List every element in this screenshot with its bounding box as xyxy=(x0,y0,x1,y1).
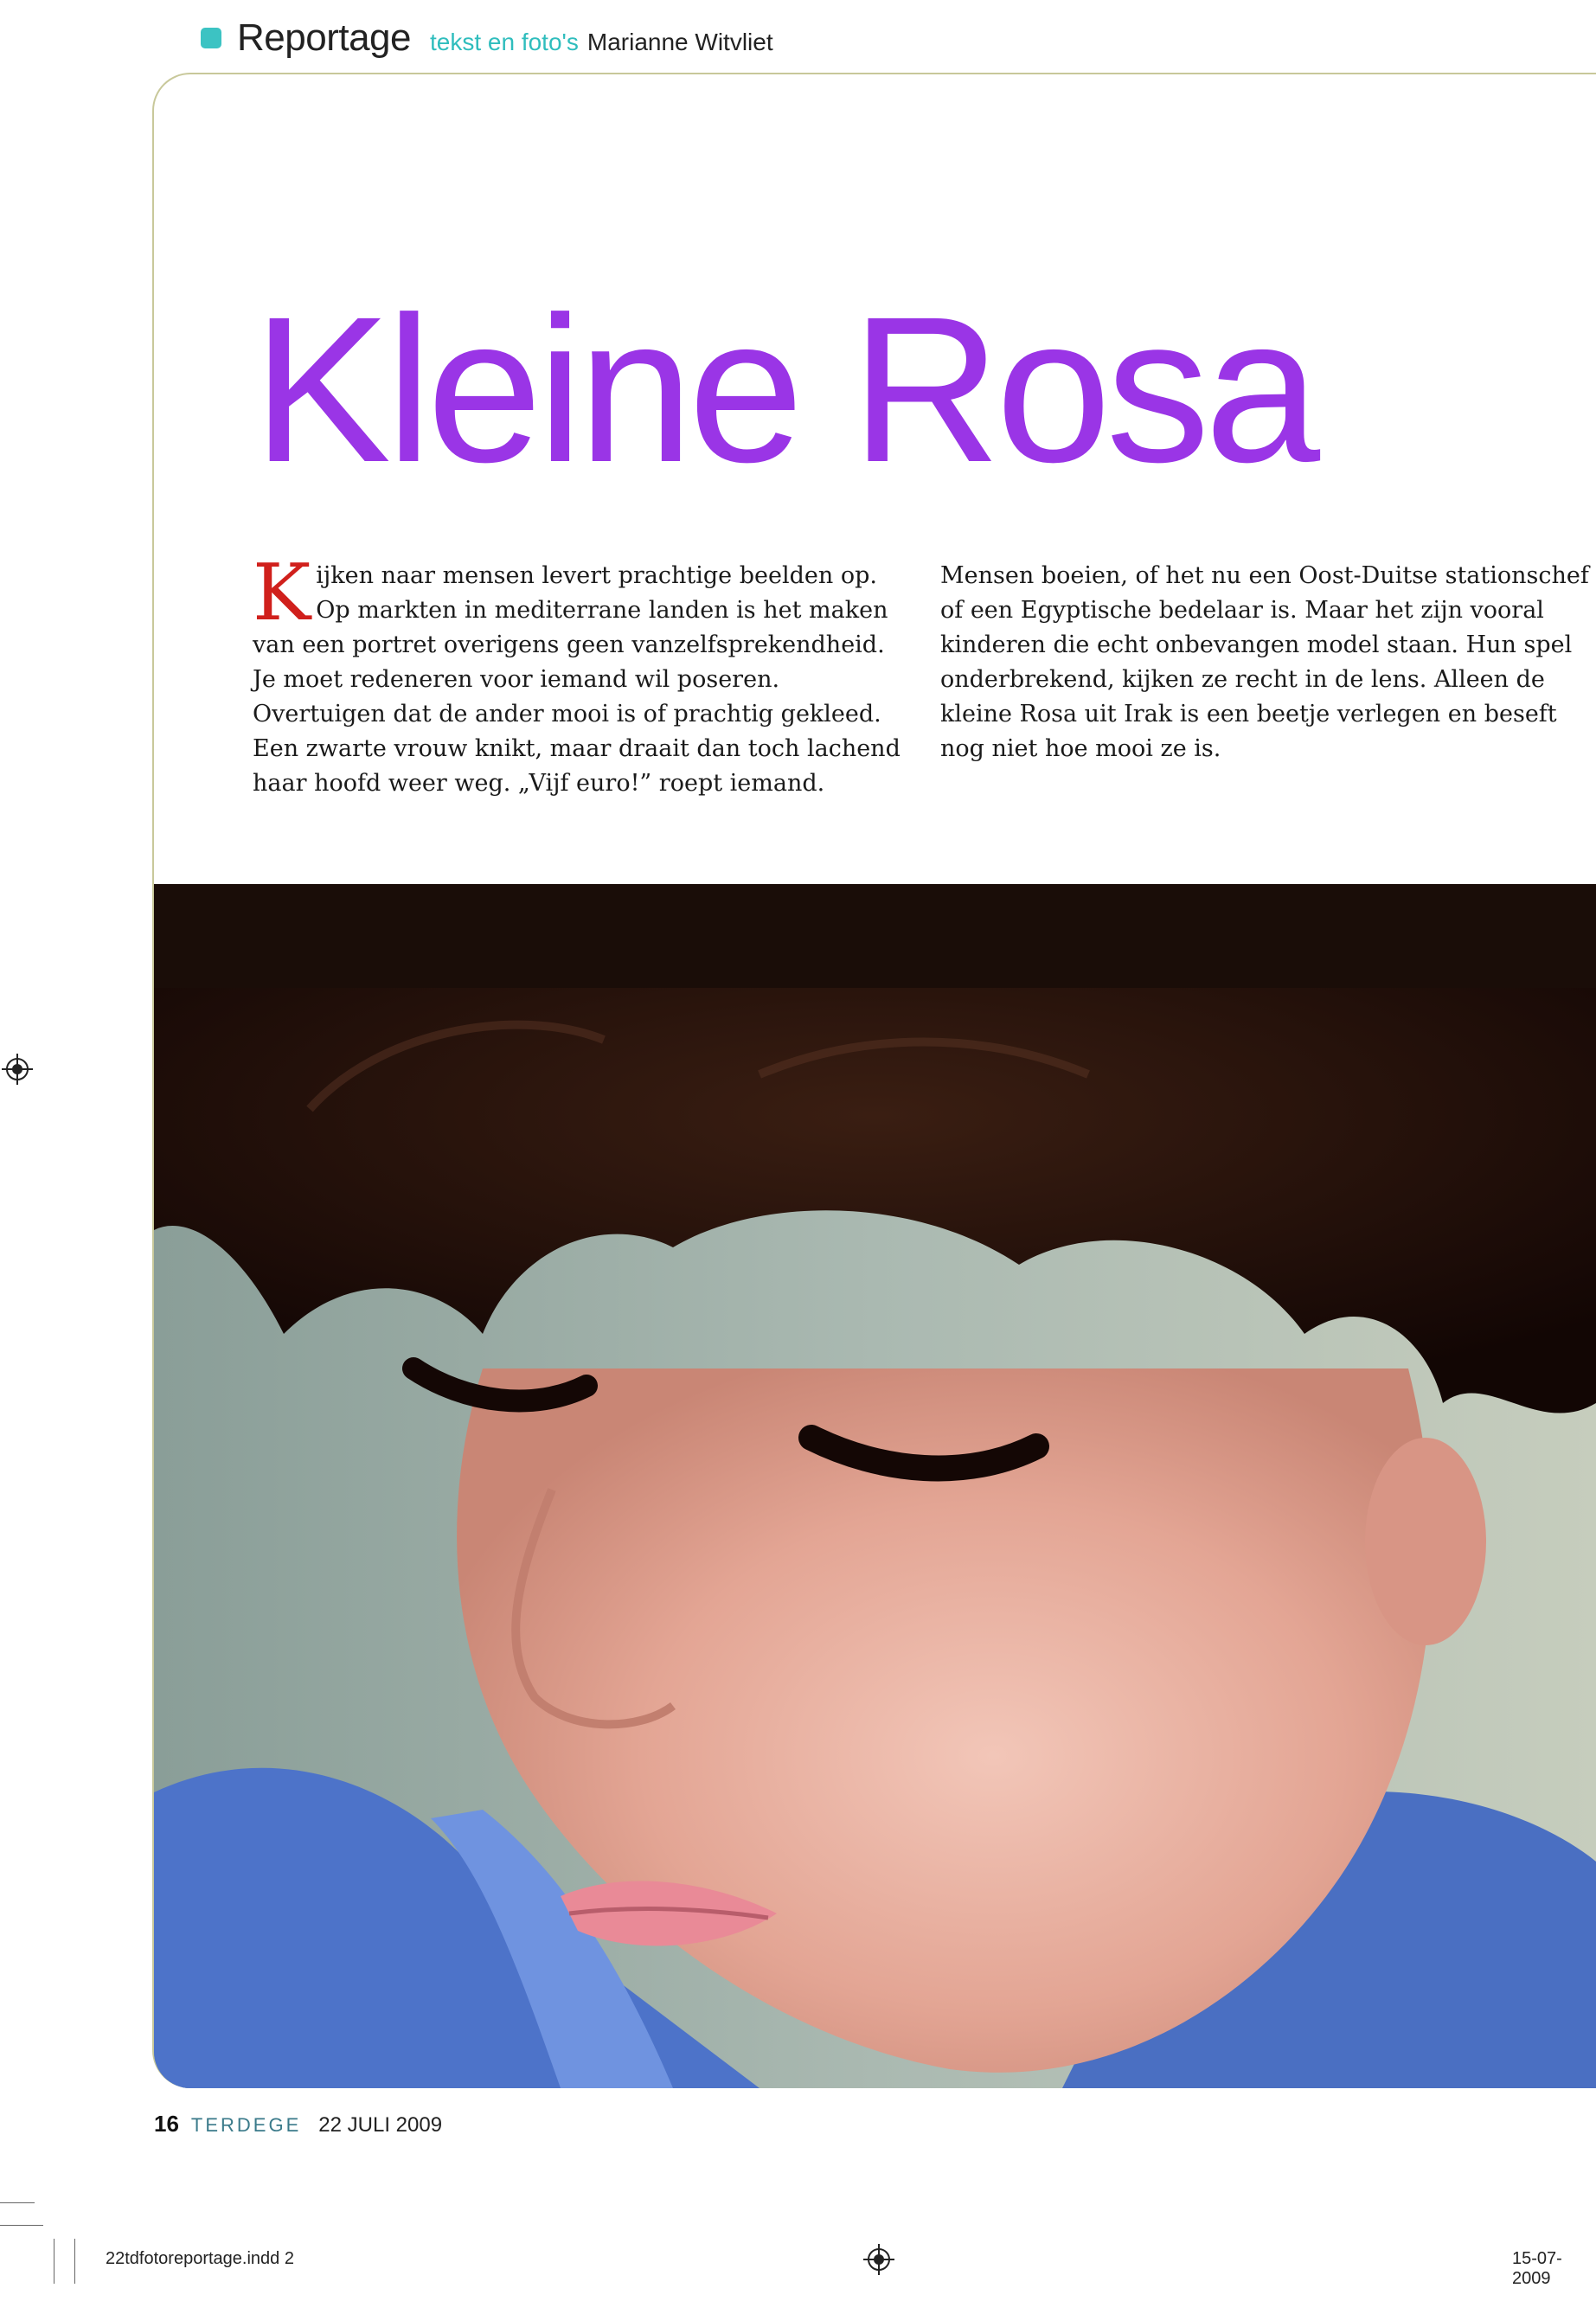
crop-mark xyxy=(0,2202,35,2203)
page-header xyxy=(201,12,773,64)
credit-prefix: tekst en foto's xyxy=(429,29,579,55)
credit-author: Marianne Witvliet xyxy=(586,29,773,55)
magazine-name: TERDEGE xyxy=(190,2114,302,2136)
slug-date: 15-07-2009 xyxy=(1512,2249,1562,2288)
text-column-2 xyxy=(940,559,1596,766)
section-marker-icon xyxy=(201,28,221,48)
issue-date: 22 JULI 2009 xyxy=(318,2113,443,2137)
crop-mark xyxy=(0,2225,43,2226)
column-1-text: ijken naar mensen levert prachtige beelden op. Op markten in mediterrane landen is het maken van een portret overigens geen vanzelfsprekendheid. Je moet redeneren voor iemand wil poseren. Overtuigen dat de ander mooi is of prachtig gekleed. Een zwarte vrouw knikt, maar draait dan toch lachend haar hoofd weer weg. „Vijf euro!” roept iemand. xyxy=(253,562,901,797)
registration-mark-icon xyxy=(863,2244,894,2275)
registration-mark-icon xyxy=(2,1054,33,1085)
column-2-text: Mensen boeien, of het nu een Oost-Duitse stationschef of een Egyptische bedelaar is. Maar het zijn vooral kinderen die echt onbevangen model staan. Hun spel onderbrekend, kijken ze recht in de lens. Alleen de kleine Rosa uit Irak is een beetje verlegen en beseft nog niet hoe mooi ze is. xyxy=(940,562,1589,762)
crop-mark xyxy=(74,2239,75,2284)
slug-filename: 22tdfotoreportage.indd 2 xyxy=(106,2249,294,2268)
article-title: Kleine Rosa xyxy=(253,273,1316,505)
portrait-photo xyxy=(154,884,1596,2088)
section-label: Reportage xyxy=(237,16,411,59)
drop-cap: K xyxy=(253,548,311,638)
page-number: 16 xyxy=(154,2111,179,2137)
portrait-illustration xyxy=(154,884,1596,2088)
text-column-1 xyxy=(253,548,910,801)
page-footer xyxy=(154,2111,442,2138)
